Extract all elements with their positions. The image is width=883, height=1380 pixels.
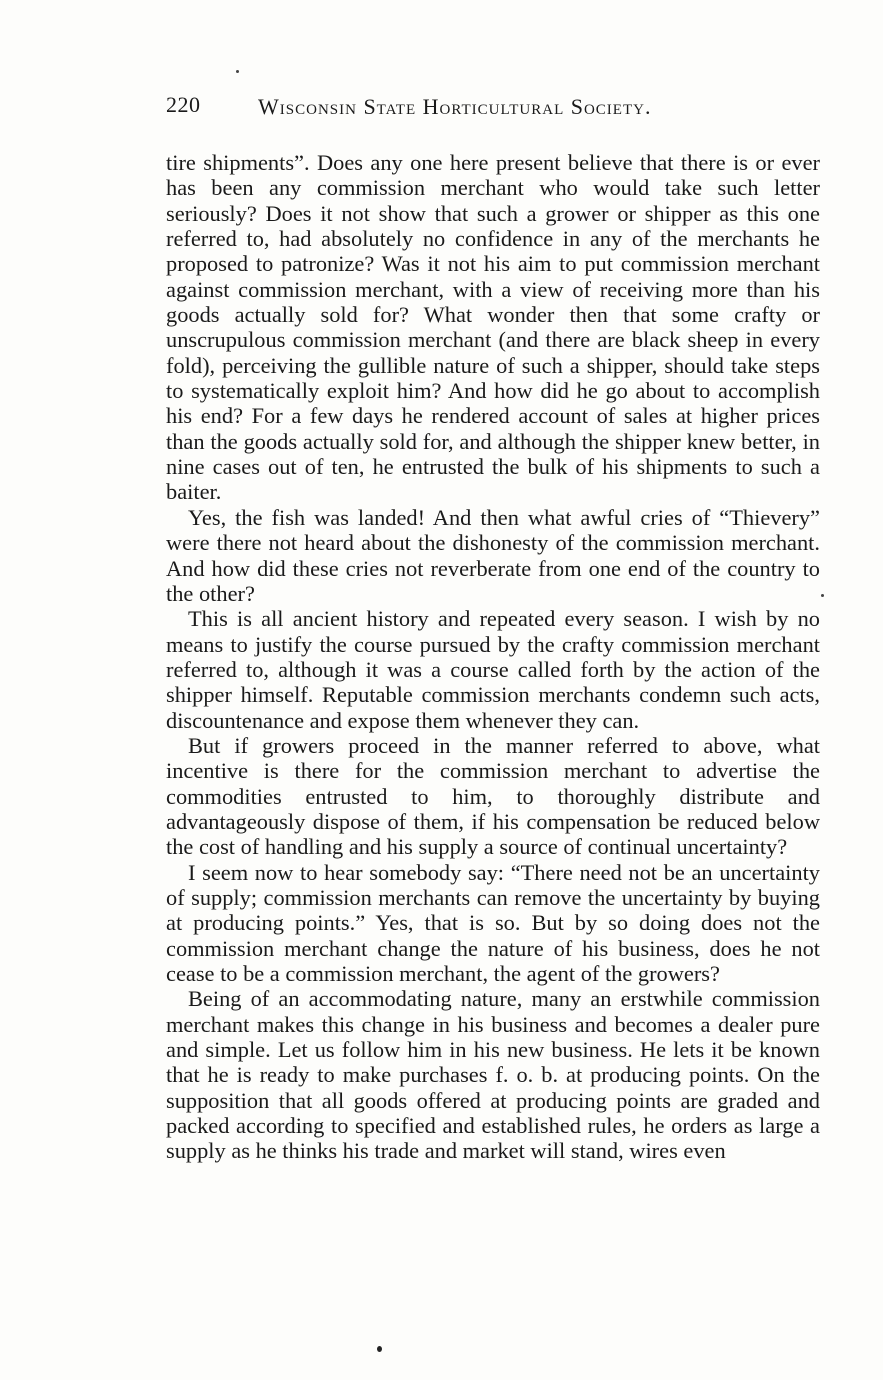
paragraph: tire shipments”. Does any one here present believe that there is or ever has been any commission merchant who would take such letter seriously? Does it not show that such a grower or shipper as this one referred to, had absolutely no confidence in any of the merchants he proposed to patronize? Was it not his aim to put commission merchant against commission merchant, with a view of receiving more than his goods actually sold for? What wonder then that some crafty or unscrupulous commission merchant (and there are black sheep in every fold), perceiving the gullible nature of such a shipper, should take steps to systematically exploit him? And how did he go about to accomplish his end? For a few days he rendered account of sales at higher prices than the goods actually sold for, and although the shipper knew better, in nine cases out of ten, he entrusted the bulk of his shipments to such a baiter. <box>166 150 820 505</box>
running-title: Wisconsin State Horticultural Society. <box>258 94 652 119</box>
paragraph: But if growers proceed in the manner referred to above, what incentive is there for the commission merchant to advertise the commodities entrusted to him, to thoroughly distribute and advantageously dispose of them, if his compensation be reduced below the cost of handling and his supply a source of continual uncertainty? <box>166 732 820 860</box>
page-number: 220 <box>166 92 201 117</box>
scan-speck <box>377 1346 382 1352</box>
paragraph: Yes, the fish was landed! And then what awful cries of “Thievery” were there not heard about the dishonesty of the commission merchant. And how did these cries not reverberate from one end of the country to the other? <box>166 504 820 606</box>
scan-speck <box>821 594 824 597</box>
paragraph: I seem now to hear somebody say: “There need not be an uncertainty of supply; commission merchants can remove the uncertainty by buying at producing points.” Yes, that is so. But by so doing does not the commission merchant change the nature of his business, does he not cease to be a commission merchant, the agent of the growers? <box>166 859 820 986</box>
scan-speck <box>236 70 239 73</box>
running-head <box>166 92 822 126</box>
paragraph: This is all ancient history and repeated every season. I wish by no means to justify the course pursued by the crafty commission merchant referred to, although it was a course called forth by the action of the shipper himself. Reputable commission merchants condemn such acts, discountenance and expose them whenever they can. <box>166 606 820 733</box>
paragraph: Being of an accommodating nature, many an erstwhile commission merchant makes this change in his business and becomes a dealer pure and simple. Let us follow him in his new business. He lets it be known that he is ready to make purchases f. o. b. at producing points. On the supposition that all goods offered at producing points are graded and packed according to specified and established rules, he orders as large a supply as he thinks his trade and market will stand, wires even <box>166 986 820 1164</box>
body-text <box>166 150 820 1164</box>
